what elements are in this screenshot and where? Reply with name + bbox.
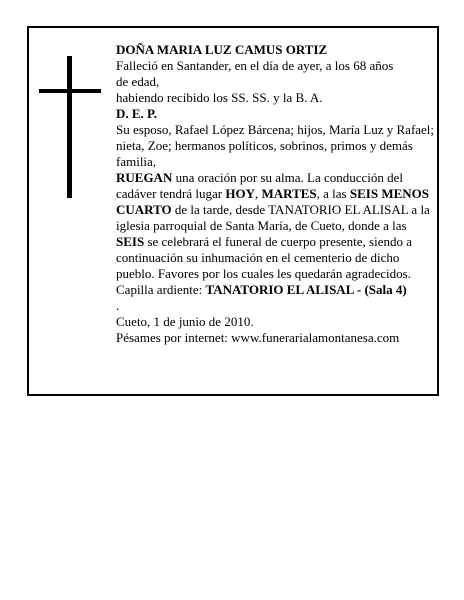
condolences-line: Pésames por internet: www.funerarialamontanesa.com: [116, 330, 400, 345]
date-line: Cueto, 1 de junio de 2010.: [116, 314, 254, 329]
chapel-value: TANATORIO EL ALISAL - (Sala 4): [205, 282, 407, 297]
ruegan-word: RUEGAN: [116, 170, 173, 185]
death-line-1: Falleció en Santander, en el día de ayer, a los 68 años: [116, 58, 394, 73]
deceased-name: DOÑA MARIA LUZ CAMUS ORTIZ: [116, 42, 328, 57]
cross-vertical-bar: [67, 56, 72, 198]
request-text-4: se celebrará el funeral de cuerpo presente, siendo a continuación su inhumación en el cementerio de dicho pueblo. Favores por los cuales les quedarán agradecidos.: [116, 234, 413, 281]
request-text-2: , a las: [316, 186, 350, 201]
chapel-period: .: [116, 298, 120, 313]
notice-text: [116, 42, 438, 346]
request-comma: ,: [254, 186, 262, 201]
cross-icon: [39, 56, 99, 198]
chapel-label: Capilla ardiente:: [116, 282, 206, 297]
martes-word: MARTES: [261, 186, 317, 201]
funeral-time: SEIS MENOS CUARTO: [116, 186, 429, 217]
death-line-2: de edad,: [116, 74, 160, 89]
family-text: Su esposo, Rafael López Bárcena; hijos, María Luz y Rafael; nieta, Zoe; hermanos políticos, sobrinos, primos y demás familia,: [116, 122, 435, 169]
request-text-1: una oración por su alma. La conducción del cadáver tendrá lugar: [116, 170, 404, 201]
hoy-word: HOY: [225, 186, 255, 201]
funeral-request: [116, 170, 438, 282]
chapel-line: [116, 282, 438, 298]
rip-line: D. E. P.: [116, 106, 158, 121]
obituary-notice: [27, 26, 439, 396]
sacraments-line: habiendo recibido los SS. SS. y la B. A.: [116, 90, 323, 105]
request-text-3: de la tarde, desde TANATORIO EL ALISAL a la iglesia parroquial de Santa María, de Cueto, donde a las: [116, 202, 430, 233]
cross-horizontal-bar: [39, 89, 101, 93]
mass-time: SEIS: [116, 234, 145, 249]
